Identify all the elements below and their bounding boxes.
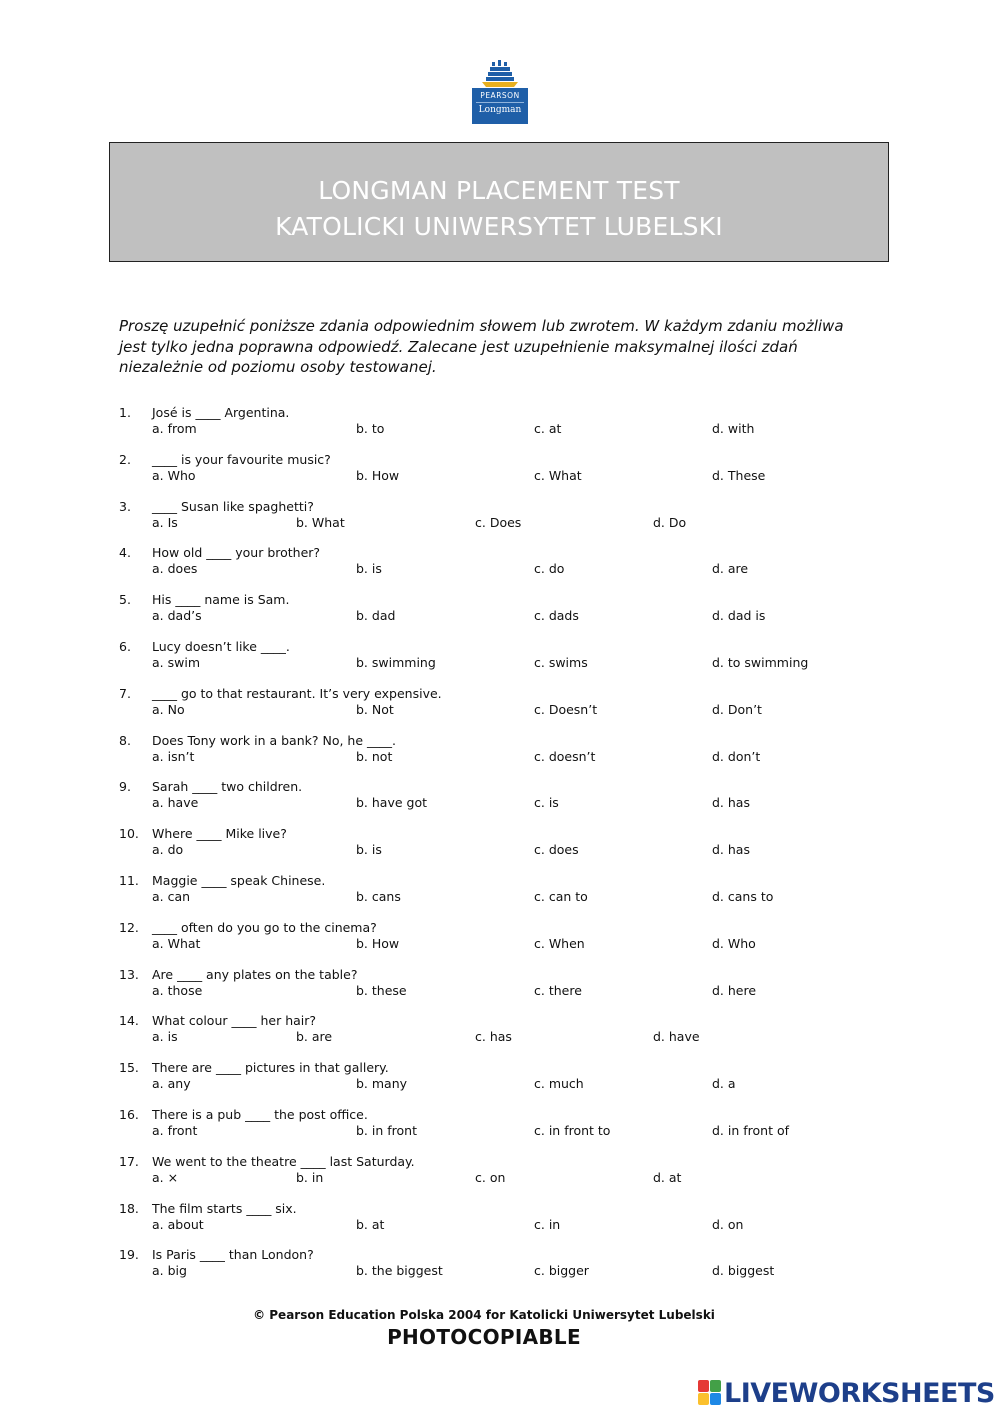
- answer-option[interactable]: b. to: [356, 421, 385, 436]
- answer-option[interactable]: b. is: [356, 842, 382, 858]
- answer-option[interactable]: c. is: [534, 795, 559, 811]
- answer-option[interactable]: b. in front: [356, 1123, 417, 1138]
- ship-icon: [472, 58, 528, 88]
- answer-option[interactable]: d. has: [712, 795, 750, 811]
- question-item: [0, 545, 1000, 585]
- answer-option[interactable]: b. Not: [356, 701, 394, 717]
- liveworksheets-text: LIVEWORKSHEETS: [724, 1378, 995, 1409]
- question-text: ____ Susan like spaghetti?: [152, 498, 314, 514]
- answer-option[interactable]: c. in front to: [534, 1123, 611, 1138]
- question-text: There is a pub ____ the post office.: [152, 1107, 368, 1122]
- question-item: [0, 452, 1000, 492]
- answer-option[interactable]: a. dad’s: [152, 608, 202, 624]
- question-text: The film starts ____ six.: [152, 1200, 297, 1216]
- answer-option[interactable]: a. is: [152, 1029, 178, 1045]
- answer-option[interactable]: d. here: [712, 982, 757, 998]
- answer-option[interactable]: c. there: [534, 982, 582, 998]
- answer-option[interactable]: d. have: [653, 1029, 700, 1045]
- question-item: [0, 733, 1000, 773]
- question-text: Are ____ any plates on the table?: [152, 966, 358, 982]
- answer-option[interactable]: a. What: [152, 935, 201, 951]
- answer-option[interactable]: b. these: [356, 982, 407, 998]
- instructions-line-1: Proszę uzupełnić poniższe zdania odpowiednim słowem lub zwrotem. W każdym zdaniu możliwa: [119, 317, 844, 335]
- question-number: 6.: [119, 639, 131, 654]
- question-text: What colour ____ her hair?: [152, 1013, 317, 1029]
- question-text: His ____ name is Sam.: [152, 592, 290, 608]
- answer-option[interactable]: d. Do: [653, 514, 687, 530]
- answer-option[interactable]: a. do: [152, 842, 184, 858]
- question-item: [0, 1154, 1000, 1194]
- answer-option[interactable]: d. cans to: [712, 889, 774, 904]
- logo-pearson-text: PEARSON: [480, 91, 520, 100]
- answer-option[interactable]: c. Does: [475, 514, 522, 530]
- question-number: 17.: [119, 1153, 139, 1169]
- answer-option[interactable]: d. dad is: [712, 608, 766, 624]
- title-line-1: LONGMAN PLACEMENT TEST: [318, 176, 680, 205]
- answer-option[interactable]: a. swim: [152, 655, 200, 670]
- question-number: 14.: [119, 1013, 139, 1029]
- question-item: [0, 873, 1000, 913]
- question-text: We went to the theatre ____ last Saturday.: [152, 1153, 415, 1169]
- question-number: 4.: [119, 545, 131, 561]
- answer-option[interactable]: d. biggest: [712, 1263, 775, 1279]
- question-text: ____ often do you go to the cinema?: [152, 919, 377, 935]
- question-text: ____ is your favourite music?: [152, 451, 331, 467]
- answer-option[interactable]: d. at: [653, 1169, 682, 1185]
- instructions: [119, 316, 879, 378]
- answer-option[interactable]: b. swimming: [356, 655, 436, 670]
- liveworksheets-watermark[interactable]: [698, 1378, 994, 1412]
- title-line-2: KATOLICKI UNIWERSYTET LUBELSKI: [275, 212, 723, 241]
- answer-option[interactable]: a. Is: [152, 514, 178, 530]
- answer-option[interactable]: b. at: [356, 1216, 385, 1232]
- answer-option[interactable]: c. What: [534, 467, 582, 483]
- question-text: Does Tony work in a bank? No, he ____.: [152, 732, 396, 748]
- question-number: 2.: [119, 451, 131, 467]
- instructions-line-3: niezależnie od poziomu osoby testowanej.: [119, 358, 437, 376]
- photocopiable-label: PHOTOCOPIABLE: [387, 1325, 581, 1349]
- question-item: [0, 1060, 1000, 1100]
- answer-option[interactable]: b. dad: [356, 608, 396, 624]
- question-text: José is ____ Argentina.: [152, 405, 290, 420]
- answer-option[interactable]: d. to swimming: [712, 655, 809, 670]
- question-number: 3.: [119, 498, 131, 514]
- question-item: [0, 967, 1000, 1007]
- question-item: [0, 499, 1000, 539]
- question-number: 8.: [119, 732, 131, 748]
- answer-option[interactable]: d. with: [712, 421, 755, 436]
- answer-option[interactable]: d. These: [712, 467, 766, 483]
- answer-option[interactable]: d. are: [712, 561, 749, 577]
- answer-option[interactable]: a. front: [152, 1123, 198, 1138]
- question-number: 1.: [119, 405, 131, 420]
- question-item: [0, 686, 1000, 726]
- question-text: There are ____ pictures in that gallery.: [152, 1060, 389, 1076]
- answer-option[interactable]: c. do: [534, 561, 565, 577]
- answer-option[interactable]: b. What: [296, 514, 345, 530]
- answer-option[interactable]: c. doesn’t: [534, 748, 596, 764]
- answer-option[interactable]: b. How: [356, 935, 400, 951]
- answer-option[interactable]: c. at: [534, 421, 562, 436]
- answer-option[interactable]: d. Who: [712, 935, 756, 951]
- answer-option[interactable]: d. on: [712, 1216, 744, 1232]
- answer-option[interactable]: c. has: [475, 1029, 512, 1045]
- instructions-line-2: jest tylko jedna poprawna odpowiedź. Zalecane jest uzupełnienie maksymalnej ilości zdań: [119, 337, 798, 356]
- answer-option[interactable]: c. can to: [534, 889, 588, 904]
- answer-option[interactable]: a. about: [152, 1216, 204, 1232]
- answer-option[interactable]: b. not: [356, 748, 393, 764]
- answer-option[interactable]: a. isn’t: [152, 748, 195, 764]
- question-item: [0, 920, 1000, 960]
- question-number: 10.: [119, 826, 139, 842]
- question-number: 19.: [119, 1247, 139, 1263]
- question-text: Where ____ Mike live?: [152, 826, 287, 842]
- answer-option[interactable]: c. does: [534, 842, 579, 858]
- title-banner: [109, 142, 889, 262]
- answer-option[interactable]: c. in: [534, 1216, 561, 1232]
- answer-option[interactable]: a. Who: [152, 467, 196, 483]
- question-item: [0, 592, 1000, 632]
- answer-option[interactable]: a. ×: [152, 1169, 179, 1185]
- answer-option[interactable]: d. a: [712, 1076, 736, 1092]
- answer-option[interactable]: c. Doesn’t: [534, 701, 598, 717]
- answer-option[interactable]: d. don’t: [712, 748, 761, 764]
- question-item: [0, 779, 1000, 819]
- question-text: Is Paris ____ than London?: [152, 1247, 314, 1263]
- question-text: How old ____ your brother?: [152, 545, 321, 561]
- answer-option[interactable]: a. from: [152, 421, 197, 436]
- answer-option[interactable]: b. How: [356, 467, 400, 483]
- question-item: [0, 826, 1000, 866]
- answer-option[interactable]: c. dads: [534, 608, 579, 624]
- answer-option[interactable]: c. bigger: [534, 1263, 589, 1279]
- answer-option[interactable]: c. much: [534, 1076, 584, 1092]
- question-text: Sarah ____ two children.: [152, 779, 303, 795]
- question-item: [0, 639, 1000, 679]
- question-text: Maggie ____ speak Chinese.: [152, 873, 326, 888]
- answer-option[interactable]: d. in front of: [712, 1123, 790, 1138]
- question-item: [0, 1107, 1000, 1147]
- pearson-longman-logo: [472, 58, 528, 124]
- question-number: 15.: [119, 1060, 139, 1076]
- answer-option[interactable]: a. have: [152, 795, 199, 811]
- answer-option[interactable]: a. big: [152, 1263, 187, 1279]
- answer-option[interactable]: a. those: [152, 982, 203, 998]
- question-number: 18.: [119, 1200, 139, 1216]
- logo-longman-text: Longman: [478, 105, 522, 115]
- answer-option[interactable]: d. has: [712, 842, 750, 858]
- question-item: [0, 1201, 1000, 1241]
- question-number: 9.: [119, 779, 131, 795]
- answer-option[interactable]: b. are: [296, 1029, 333, 1045]
- answer-option[interactable]: a. any: [152, 1076, 191, 1092]
- answer-option[interactable]: b. many: [356, 1076, 408, 1092]
- answer-option[interactable]: c. swims: [534, 655, 588, 670]
- answer-option[interactable]: b. is: [356, 561, 382, 577]
- question-number: 12.: [119, 919, 139, 935]
- answer-option[interactable]: c. When: [534, 935, 585, 951]
- question-text: Lucy doesn’t like ____.: [152, 639, 290, 654]
- answer-option[interactable]: a. can: [152, 889, 191, 904]
- logo-brand-box: [472, 88, 528, 124]
- question-item: [0, 1013, 1000, 1053]
- answer-option[interactable]: b. the biggest: [356, 1263, 443, 1279]
- answer-option[interactable]: b. in: [296, 1169, 324, 1185]
- question-item: [0, 405, 1000, 445]
- logo-divider: [476, 102, 524, 103]
- answer-option[interactable]: b. have got: [356, 795, 428, 811]
- copyright-notice: © Pearson Education Polska 2004 for Katolicki Uniwersytet Lubelski: [253, 1308, 715, 1322]
- liveworksheets-logo-icon: [698, 1380, 722, 1406]
- question-number: 13.: [119, 966, 139, 982]
- question-item: [0, 1247, 1000, 1287]
- question-number: 7.: [119, 685, 131, 701]
- answer-option[interactable]: d. Don’t: [712, 701, 762, 717]
- answer-option[interactable]: a. No: [152, 701, 185, 717]
- question-number: 16.: [119, 1107, 139, 1122]
- question-number: 5.: [119, 592, 131, 608]
- answer-option[interactable]: a. does: [152, 561, 198, 577]
- question-number: 11.: [119, 873, 139, 888]
- question-text: ____ go to that restaurant. It’s very expensive.: [152, 685, 442, 701]
- answer-option[interactable]: b. cans: [356, 889, 401, 904]
- answer-option[interactable]: c. on: [475, 1169, 506, 1185]
